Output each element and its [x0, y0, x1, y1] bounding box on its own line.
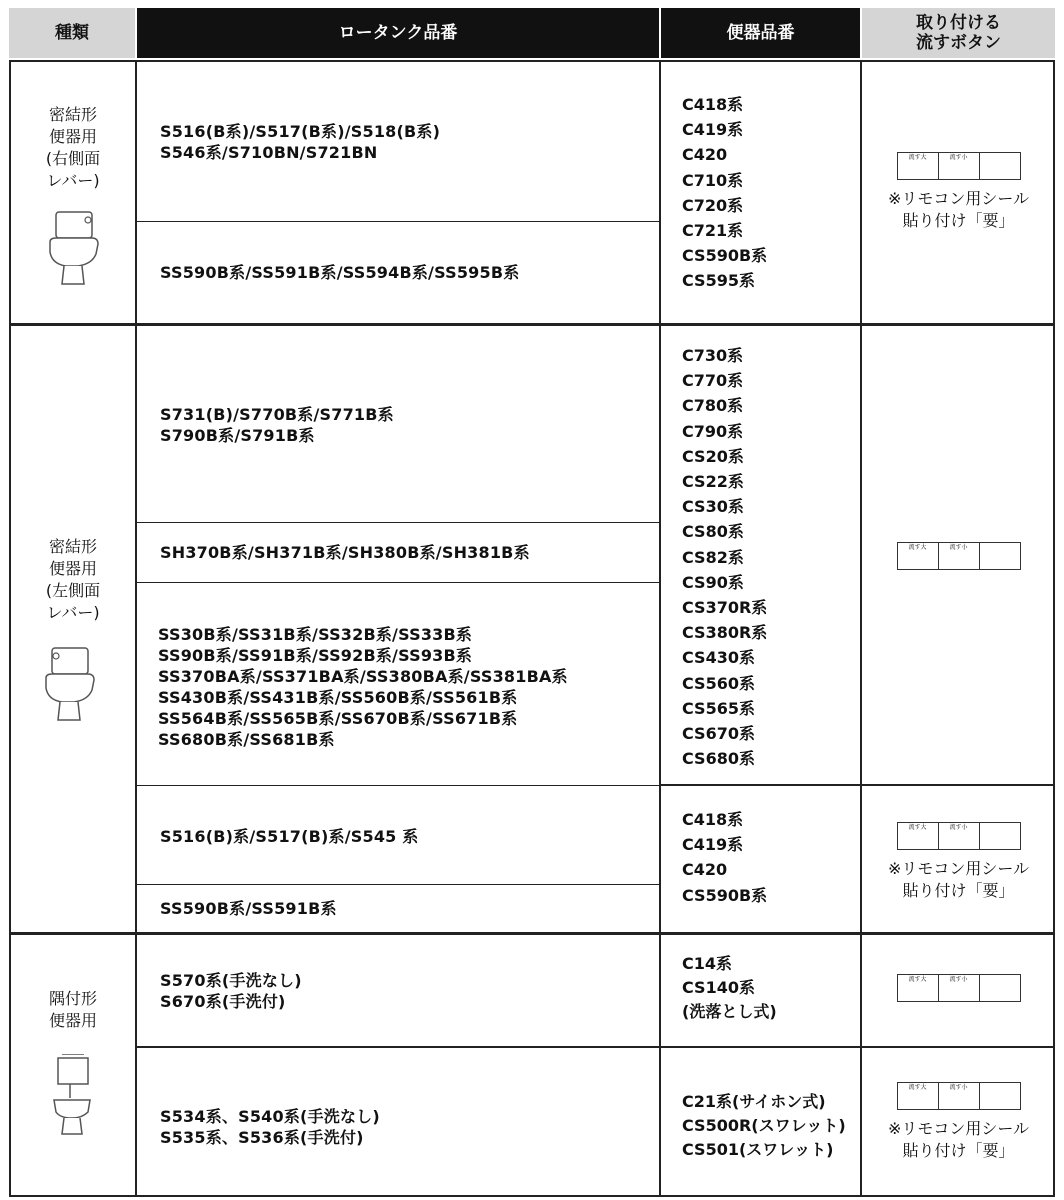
bowl-models: C418系 C419系 C420 CS590B系 [682, 810, 768, 905]
row-line [137, 221, 659, 222]
kind-label: 密結形 便器用 (右側面 レバー) [45, 105, 101, 190]
flush-button-diagram: 流す大 流す小 [897, 1082, 1021, 1110]
header-button: 取り付ける 流すボタン [862, 8, 1055, 58]
bowl-models: C418系 C419系 C420 C710系 C720系 C721系 CS590B系 CS595系 [682, 95, 768, 291]
group-separator [9, 323, 1055, 326]
flush-button-diagram: 流す大 流す小 [897, 822, 1021, 850]
tank-models: SS30B系/SS31B系/SS32B系/SS33B系 SS90B系/SS91B系/SS92B系/SS93B系 SS370BA系/SS371BA系/SS380BA系/SS381BA系 SS430B系/SS431B系/SS560B系/SS561B系 SS564B系/SS565B系/SS670B系/SS671B系 SS680B系/SS681B系 [158, 625, 568, 749]
flush-button-cell [862, 152, 1055, 232]
row-line [137, 785, 659, 786]
bowl-models: C14系 CS140系 (洗落とし式) [682, 954, 777, 1021]
sticker-note: ※リモコン用シール 貼り付け「要」 [887, 859, 1030, 900]
bowl-models: C730系 C770系 C780系 C790系 CS20系 CS22系 CS30系 CS80系 CS82系 CS90系 CS370R系 CS380R系 CS430系 CS560系 CS565系 CS670系 CS680系 [682, 346, 768, 769]
header-bowl: 便器品番 [661, 8, 860, 58]
flush-button-cell [862, 542, 1055, 570]
group-separator [660, 784, 1055, 786]
header-tank: ロータンク品番 [137, 8, 659, 58]
group-separator [9, 932, 1055, 935]
tank-models: S516(B系)/S517(B系)/S518(B系) S546系/S710BN/S721BN [160, 122, 441, 162]
toilet-left-lever-icon [44, 646, 100, 724]
flush-button-cell [862, 974, 1055, 1002]
flush-button-cell [862, 1082, 1055, 1162]
tank-models: S731(B)/S770B系/S771B系 S790B系/S791B系 [160, 405, 394, 445]
row-line [137, 522, 659, 523]
tank-models: SS590B系/SS591B系 [160, 899, 337, 918]
row-line [137, 884, 659, 885]
tank-models: S570系(手洗なし) S670系(手洗付) [160, 971, 302, 1011]
column-line [135, 60, 137, 1197]
flush-button-diagram: 流す大 流す小 [897, 152, 1021, 180]
column-line [659, 60, 661, 1197]
row-line [137, 1046, 1055, 1048]
tank-models: S516(B)系/S517(B)系/S545 系 [160, 827, 419, 846]
header-kind: 種類 [9, 8, 135, 58]
flush-button-cell [862, 822, 1055, 902]
flush-button-diagram: 流す大 流す小 [897, 542, 1021, 570]
kind-label: 密結形 便器用 (左側面 レバー) [45, 537, 101, 622]
tank-models: S534系、S540系(手洗なし) S535系、S536系(手洗付) [160, 1107, 380, 1147]
kind-label: 隅付形 便器用 [48, 989, 97, 1030]
tank-models: SH370B系/SH371B系/SH380B系/SH381B系 [160, 543, 530, 562]
toilet-right-lever-icon [44, 210, 100, 288]
sticker-note: ※リモコン用シール 貼り付け「要」 [887, 189, 1030, 230]
toilet-corner-icon [48, 1054, 96, 1138]
tank-models: SS590B系/SS591B系/SS594B系/SS595B系 [160, 263, 520, 282]
flush-button-diagram: 流す大 流す小 [897, 974, 1021, 1002]
row-line [137, 582, 659, 583]
bowl-models: C21系(サイホン式) CS500R(スワレット) CS501(スワレット) [682, 1092, 846, 1159]
sticker-note: ※リモコン用シール 貼り付け「要」 [887, 1119, 1030, 1160]
